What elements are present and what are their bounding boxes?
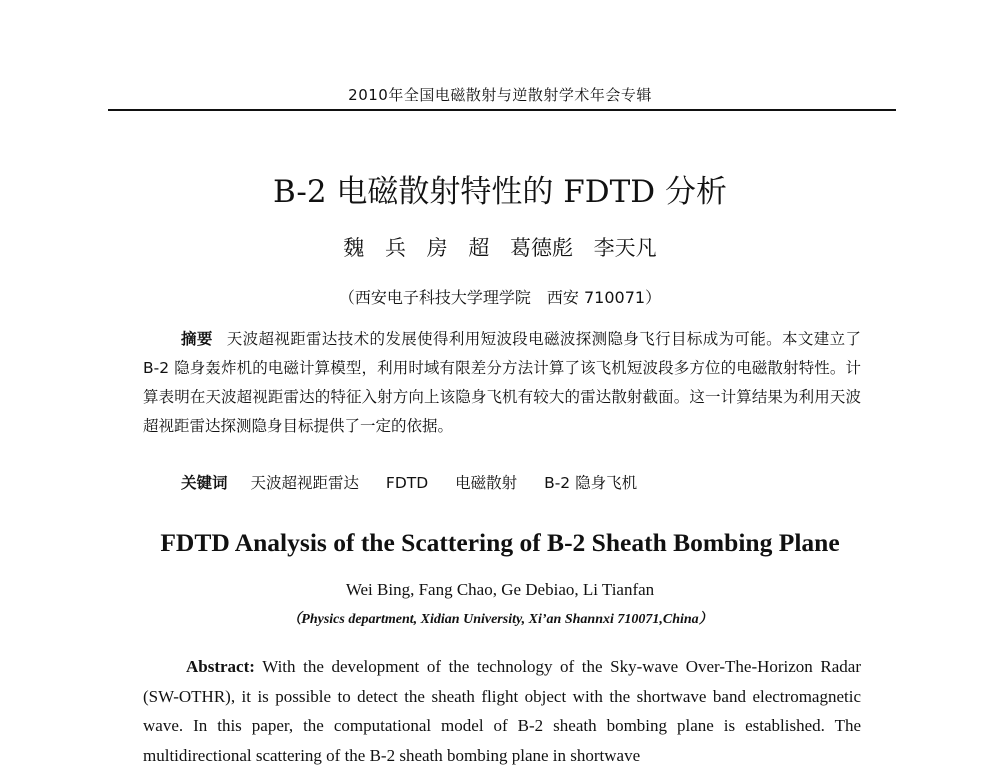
keyword: 天波超视距雷达 — [250, 474, 359, 492]
chinese-affiliation: （西安电子科技大学理学院 西安 710071） — [338, 288, 662, 307]
header-rule — [108, 109, 896, 111]
english-abstract-text: With the development of the technology of the Sky-wave Over-The-Horizon Radar (SW-OTHR), it is possible to detect the sheath flight object with the shortwave band electromagnetic wave. In this paper, the computational model of B-2 sheath bombing plane is established. The multidirectional scattering of the B-2 sheath bombing plane in shortwave — [143, 657, 861, 765]
chinese-abstract — [143, 325, 861, 441]
english-abstract-label: Abstract: — [186, 657, 255, 676]
english-title: FDTD Analysis of the Scattering of B-2 Sheath Bombing Plane — [160, 528, 840, 557]
english-authors: Wei Bing, Fang Chao, Ge Debiao, Li Tianfan — [345, 580, 655, 599]
chinese-abstract-label: 摘要 — [181, 330, 213, 348]
english-affiliation: （Physics department, Xidian University, Xi’an Shannxi 710071,China） — [287, 612, 713, 627]
chinese-keywords — [181, 471, 881, 493]
running-header: 2010年全国电磁散射与逆散射学术年会专辑 — [348, 86, 652, 104]
keyword: 电磁散射 — [455, 474, 518, 492]
chinese-authors: 魏 兵 房 超 葛德彪 李天凡 — [343, 236, 657, 260]
keyword: FDTD — [385, 474, 429, 492]
chinese-abstract-text: 天波超视距雷达技术的发展使得利用短波段电磁波探测隐身飞行目标成为可能。本文建立了 B-2 隐身轰炸机的电磁计算模型，利用时域有限差分方法计算了该飞机短波段多方位的电磁散射特性。计算表明在天波超视距雷达的特征入射方向上该隐身飞机有较大的雷达散射截面。这一计算结果为利用天波超视距雷达探测隐身目标提供了一定的依据。 — [143, 330, 861, 435]
keyword: B-2 隐身飞机 — [544, 474, 638, 492]
english-abstract — [143, 652, 861, 770]
chinese-keywords-label: 关键词 — [181, 474, 228, 492]
chinese-title: B-2 电磁散射特性的 FDTD 分析 — [272, 174, 727, 210]
